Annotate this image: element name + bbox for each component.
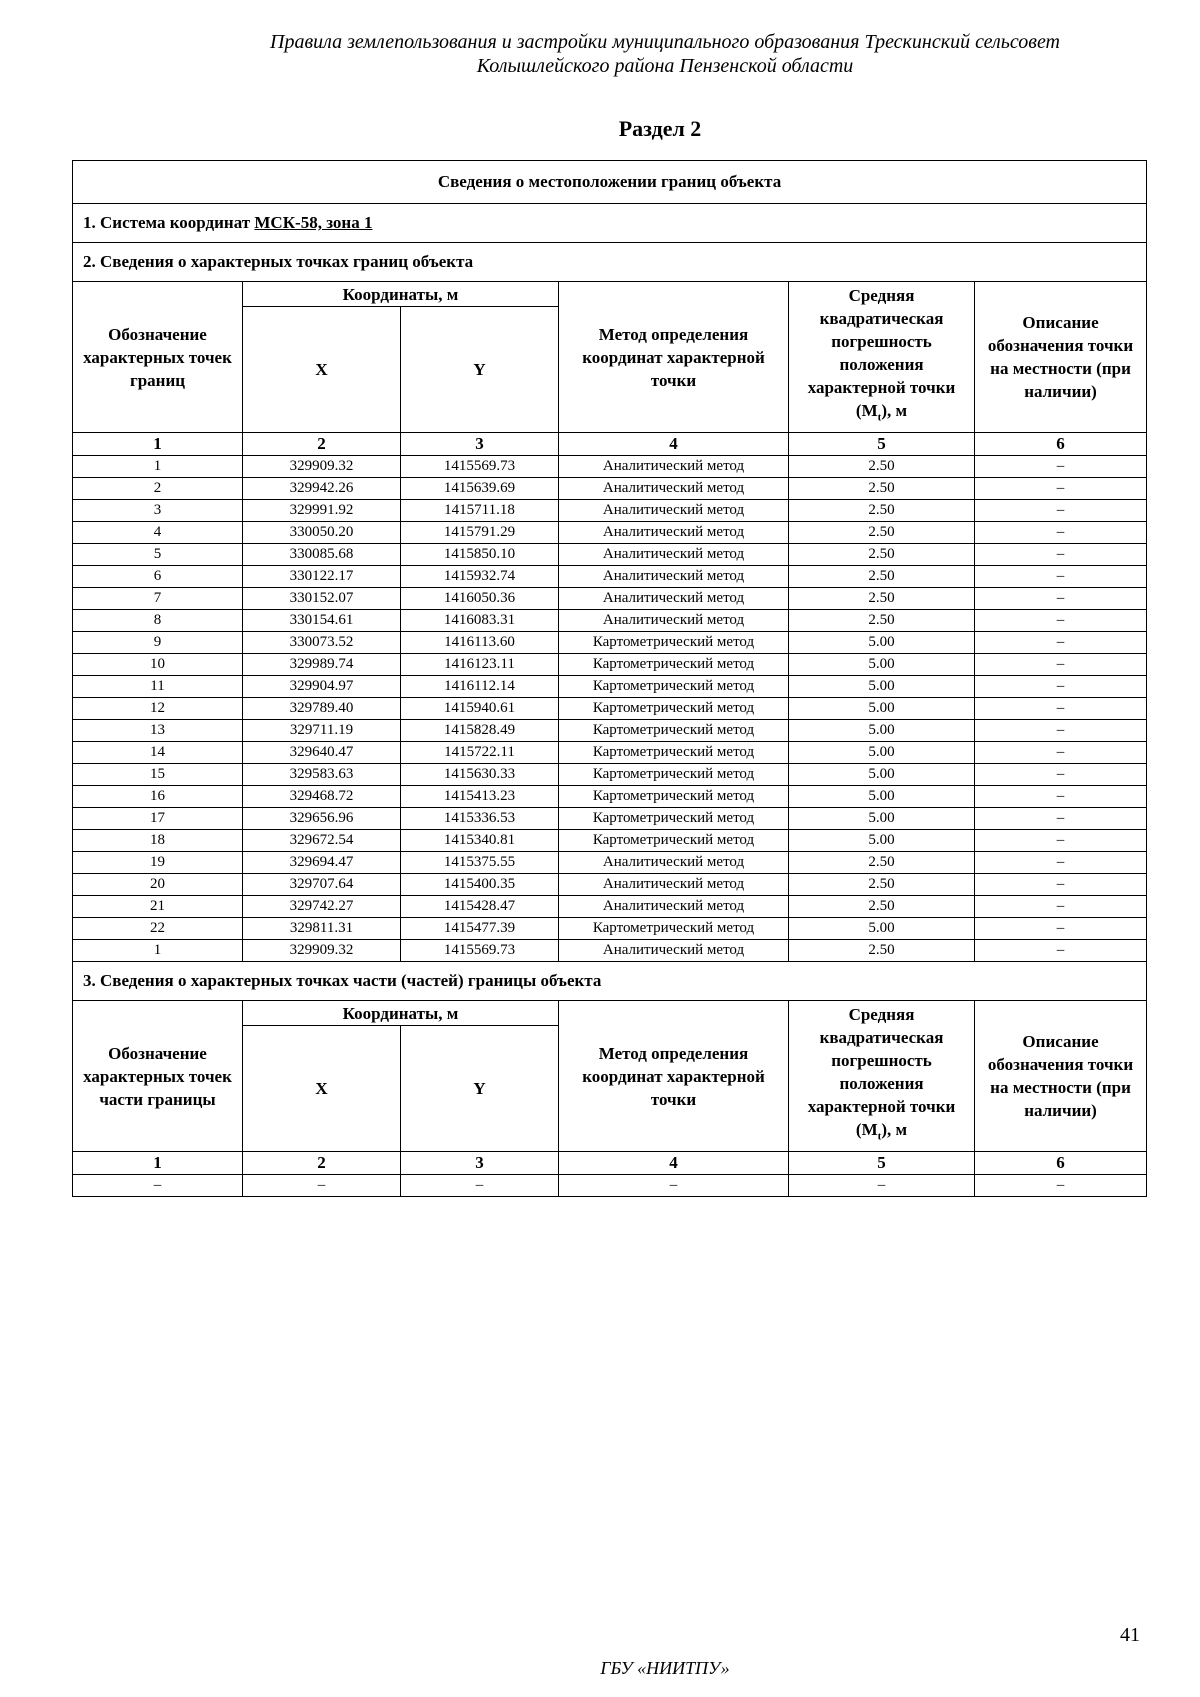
table-cell: – [975,676,1147,698]
part-table-row [73,1175,1147,1197]
table-cell: 1415940.61 [401,698,559,720]
table-cell: 2 [73,478,243,500]
table-row [73,742,1147,764]
part-header-error-sub: t [877,1130,882,1143]
section-title: Раздел 2 [618,116,702,141]
table-cell: 1415791.29 [401,522,559,544]
table-cell: 329640.47 [243,742,401,764]
table-cell: 5.00 [789,764,975,786]
table-cell: 329904.97 [243,676,401,698]
table-cell: 1415850.10 [401,544,559,566]
table-cell: 4 [73,522,243,544]
part-header-error-unit: ), м [881,1120,908,1140]
table-row [73,632,1147,654]
table-cell: 2.50 [789,566,975,588]
table-cell: 10 [73,654,243,676]
table-row [73,764,1147,786]
table-cell: Картометрический метод [559,786,789,808]
coord-system-row [73,204,1147,243]
table-row [73,456,1147,478]
section2-title: 2. Сведения о характерных точках границ объекта [73,243,1147,282]
table-cell: 329711.19 [243,720,401,742]
table-cell: – [559,1175,789,1197]
table-cell: Картометрический метод [559,764,789,786]
table-cell: Аналитический метод [559,852,789,874]
table-col-number: 2 [243,433,401,456]
table-cell: 1415477.39 [401,918,559,940]
header-y: Y [401,307,559,433]
table-cell: 5.00 [789,698,975,720]
table-cell: Аналитический метод [559,456,789,478]
header-error [789,282,975,433]
part-table-col-number: 3 [401,1152,559,1175]
table-cell: – [975,654,1147,676]
header-error-unit: ), м [881,401,908,421]
part-table-col-number: 6 [975,1152,1147,1175]
table-col-number: 4 [559,433,789,456]
table-cell: Картометрический метод [559,742,789,764]
table-cell: – [789,1175,975,1197]
table-cell: – [975,830,1147,852]
table-cell: 5.00 [789,632,975,654]
table-cell: 1415400.35 [401,874,559,896]
table-cell: 329583.63 [243,764,401,786]
part-table-col-number: 1 [73,1152,243,1175]
table-cell: – [975,632,1147,654]
table-cell: 330050.20 [243,522,401,544]
table-cell: 2.50 [789,544,975,566]
table-cell: 1415630.33 [401,764,559,786]
part-header-desc: Описание обозначения точки на местности (при наличии) [975,1001,1147,1152]
table-cell: 1415569.73 [401,940,559,962]
table-cell: 2.50 [789,852,975,874]
page-number: 41 [1120,1624,1140,1646]
table-row [73,940,1147,962]
table-cell: Картометрический метод [559,632,789,654]
table-cell: 329707.64 [243,874,401,896]
table-cell: 2.50 [789,522,975,544]
table-cell: 329694.47 [243,852,401,874]
table-cell: 330122.17 [243,566,401,588]
table-cell: – [975,896,1147,918]
table-cell: 1415428.47 [401,896,559,918]
table-cell: 1 [73,940,243,962]
part-table-col-number: 5 [789,1152,975,1175]
table-cell: 22 [73,918,243,940]
table-cell: 16 [73,786,243,808]
table-cell: – [73,1175,243,1197]
table-cell: Аналитический метод [559,874,789,896]
table-row [73,830,1147,852]
table-cell: 329942.26 [243,478,401,500]
table-cell: – [975,764,1147,786]
header-line-2: Колышлейского района Пензенской области [476,55,854,77]
table-cell: 329789.40 [243,698,401,720]
table-cell: Аналитический метод [559,566,789,588]
table-cell: 2.50 [789,896,975,918]
table-cell: 1416112.14 [401,676,559,698]
table-cell: – [975,610,1147,632]
table-cell: 19 [73,852,243,874]
table-cell: 330152.07 [243,588,401,610]
table-cell: – [401,1175,559,1197]
table-cell: – [975,478,1147,500]
table-cell: 5.00 [789,808,975,830]
table-row [73,544,1147,566]
table-cell: – [975,940,1147,962]
table-cell: – [975,566,1147,588]
table-cell: 2.50 [789,478,975,500]
table-cell: – [975,852,1147,874]
table-cell: 5.00 [789,654,975,676]
part-header-method: Метод определения координат характерной точки [559,1001,789,1152]
table-cell: Аналитический метод [559,588,789,610]
table-cell: Аналитический метод [559,500,789,522]
table-cell: – [975,544,1147,566]
table-cell: 5 [73,544,243,566]
header-points: Обозначение характерных точек границ [73,282,243,433]
table-cell: 1415413.23 [401,786,559,808]
table-cell: 1416123.11 [401,654,559,676]
table-row [73,918,1147,940]
column-numbers-row [73,433,1147,456]
table-cell: – [975,698,1147,720]
document-header [0,30,1200,78]
table-cell: 15 [73,764,243,786]
table-cell: 1415722.11 [401,742,559,764]
table-cell: 330154.61 [243,610,401,632]
table-cell: – [975,786,1147,808]
table-cell: – [975,742,1147,764]
table-cell: Аналитический метод [559,522,789,544]
part-table-col-number: 2 [243,1152,401,1175]
table-cell: Картометрический метод [559,698,789,720]
table-cell: 2.50 [789,456,975,478]
table-cell: 12 [73,698,243,720]
header-x: X [243,307,401,433]
table-cell: 3 [73,500,243,522]
coord-system-label: 1. Система координат [83,213,255,232]
table-cell: 1415336.53 [401,808,559,830]
table-cell: 9 [73,632,243,654]
table-cell: – [975,522,1147,544]
part-header-y: Y [401,1026,559,1152]
document-footer: ГБУ «НИИТПУ» [600,1658,730,1678]
table-cell: Аналитический метод [559,896,789,918]
table-cell: 20 [73,874,243,896]
table-cell: 8 [73,610,243,632]
table-row [73,610,1147,632]
table-cell: 2.50 [789,588,975,610]
table-row [73,522,1147,544]
table-cell: Картометрический метод [559,808,789,830]
table-cell: – [975,720,1147,742]
table-cell: 330073.52 [243,632,401,654]
table-cell: 5.00 [789,830,975,852]
table-cell: 1415375.55 [401,852,559,874]
part-header-error [789,1001,975,1152]
table-cell: 5.00 [789,786,975,808]
table-cell: 329989.74 [243,654,401,676]
table-cell: – [975,874,1147,896]
table-cell: – [975,1175,1147,1197]
table-row [73,588,1147,610]
part-header-error-text: Средняя квадратическая погрешность положения характерной точки (M [807,1005,956,1140]
table-cell: 330085.68 [243,544,401,566]
part-header-points: Обозначение характерных точек части границы [73,1001,243,1152]
table-cell: 1416083.31 [401,610,559,632]
table-cell: 2.50 [789,500,975,522]
table-cell: – [975,456,1147,478]
table-cell: 17 [73,808,243,830]
table-cell: 329656.96 [243,808,401,830]
table-row [73,852,1147,874]
table-cell: 329909.32 [243,456,401,478]
table-col-number: 6 [975,433,1147,456]
table-cell: 7 [73,588,243,610]
table-cell: Картометрический метод [559,654,789,676]
table-cell: 329672.54 [243,830,401,852]
table-row [73,720,1147,742]
table-cell: 1415639.69 [401,478,559,500]
header-error-sub: t [877,411,882,424]
table-cell: 18 [73,830,243,852]
table-cell: 329742.27 [243,896,401,918]
table-row [73,654,1147,676]
table-cell: 5.00 [789,742,975,764]
table-row [73,500,1147,522]
table-cell: 1 [73,456,243,478]
table-cell: – [975,588,1147,610]
table-cell: 1416113.60 [401,632,559,654]
table-cell: – [975,918,1147,940]
table-cell: 11 [73,676,243,698]
table-cell: – [243,1175,401,1197]
part-header-coords: Координаты, м [243,1001,559,1026]
header-error-text: Средняя квадратическая погрешность положения характерной точки (M [807,286,956,421]
table-row [73,786,1147,808]
table-cell: Аналитический метод [559,610,789,632]
part-column-numbers-row [73,1152,1147,1175]
table-cell: 329468.72 [243,786,401,808]
part-header-x: X [243,1026,401,1152]
table-cell: Картометрический метод [559,720,789,742]
table-cell: 5.00 [789,676,975,698]
table-cell: – [975,500,1147,522]
table-cell: 5.00 [789,720,975,742]
table-cell: Аналитический метод [559,940,789,962]
table-cell: 2.50 [789,610,975,632]
table-cell: Картометрический метод [559,918,789,940]
header-desc: Описание обозначения точки на местности (при наличии) [975,282,1147,433]
table-cell: 1415569.73 [401,456,559,478]
table-cell: 5.00 [789,918,975,940]
table-cell: 1415828.49 [401,720,559,742]
table-cell: 14 [73,742,243,764]
table-row [73,808,1147,830]
table-cell: 1415340.81 [401,830,559,852]
boundary-table [72,160,1147,1197]
table-cell: 21 [73,896,243,918]
table-cell: 6 [73,566,243,588]
table-row [73,676,1147,698]
table-row [73,698,1147,720]
table-cell: 1415711.18 [401,500,559,522]
table-cell: 329991.92 [243,500,401,522]
table-cell: 2.50 [789,874,975,896]
table-row [73,566,1147,588]
table-cell: 1415932.74 [401,566,559,588]
header-method: Метод определения координат характерной точки [559,282,789,433]
coord-system-value: МСК-58, зона 1 [254,213,373,232]
table-cell: Аналитический метод [559,478,789,500]
table-col-number: 3 [401,433,559,456]
table-caption: Сведения о местоположении границ объекта [73,161,1147,204]
table-cell: Аналитический метод [559,544,789,566]
table-row [73,874,1147,896]
part-table-col-number: 4 [559,1152,789,1175]
table-cell: 1416050.36 [401,588,559,610]
table-cell: Картометрический метод [559,676,789,698]
table-col-number: 1 [73,433,243,456]
table-col-number: 5 [789,433,975,456]
header-line-1: Правила землепользования и застройки муниципального образования Трескинский сельсовет [270,31,1060,53]
table-cell: 329811.31 [243,918,401,940]
section3-title: 3. Сведения о характерных точках части (частей) границы объекта [73,962,1147,1001]
table-cell: – [975,808,1147,830]
table-cell: 2.50 [789,940,975,962]
table-row [73,896,1147,918]
table-row [73,478,1147,500]
table-cell: 329909.32 [243,940,401,962]
table-cell: 13 [73,720,243,742]
table-cell: Картометрический метод [559,830,789,852]
header-coords: Координаты, м [243,282,559,307]
